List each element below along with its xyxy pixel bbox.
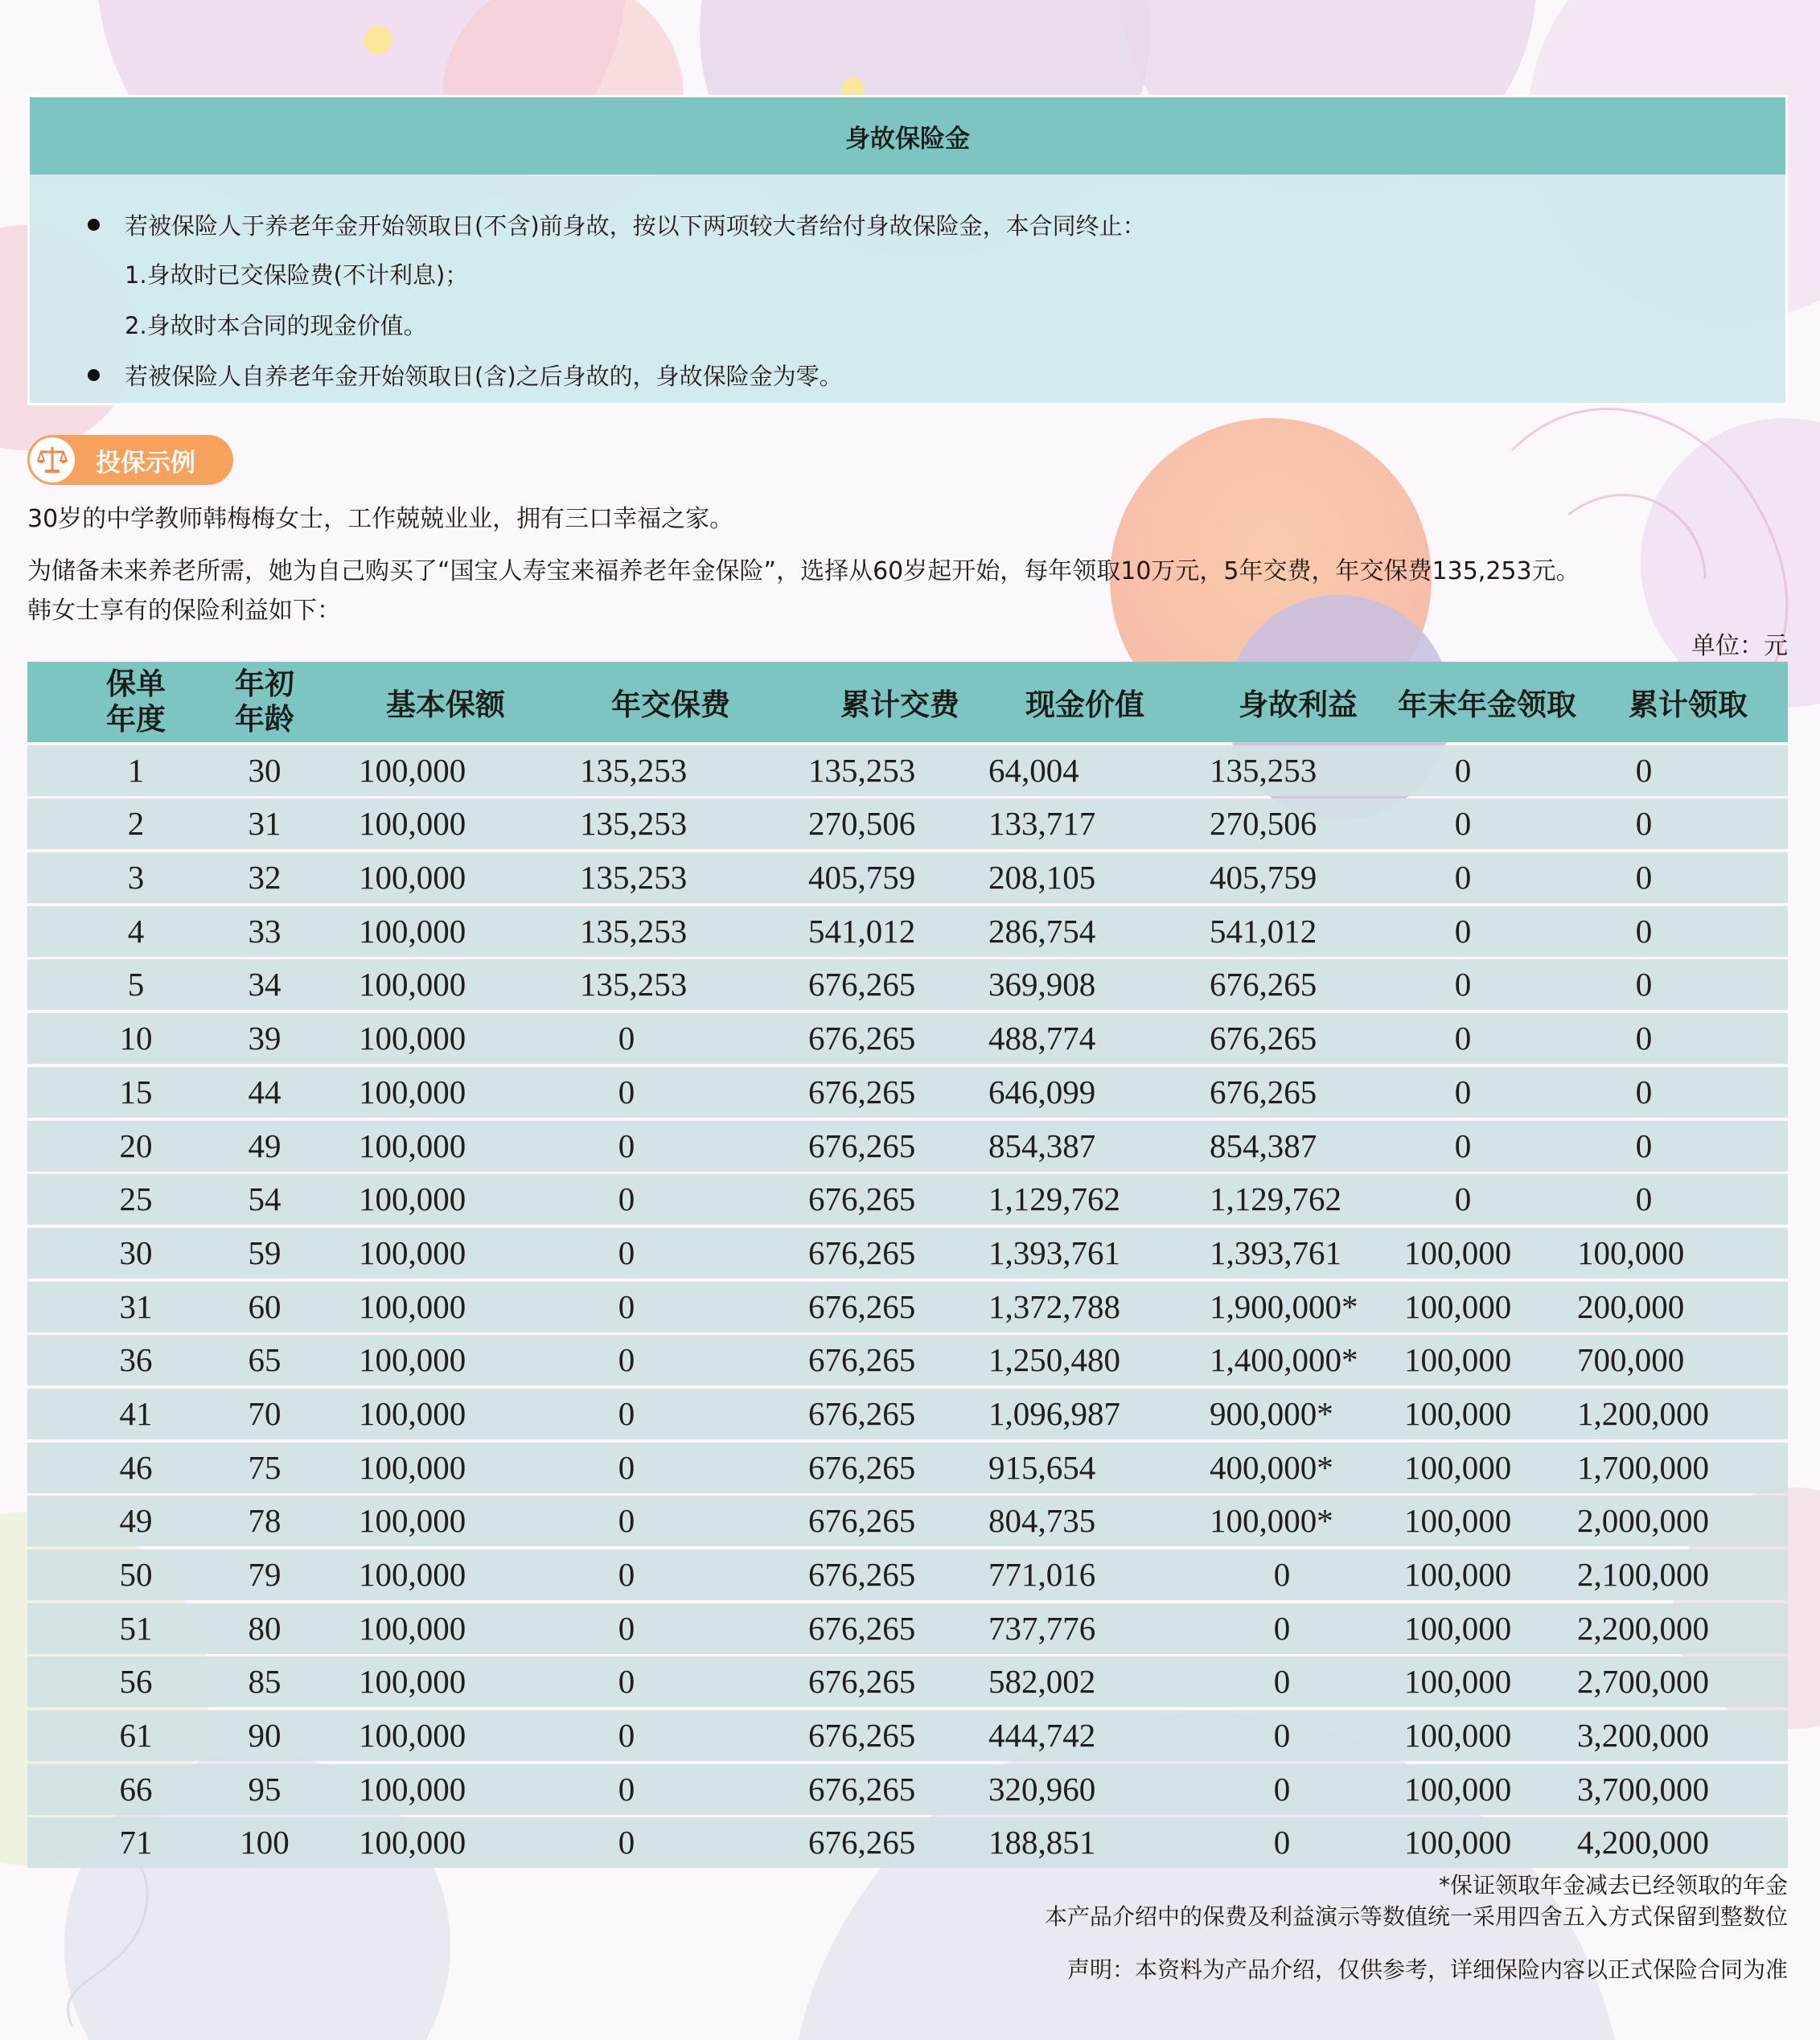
cell-annual-annuity: 0 [1454,1073,1472,1110]
cell-annual-annuity: 0 [1454,1020,1472,1057]
table-row [27,1389,1788,1439]
cell-basic-amount: 100,000 [359,1287,466,1325]
death-benefit-title: 身故保险金 [30,97,1785,174]
cell-cumulative-premium: 676,265 [808,1502,916,1540]
cell-death-benefit: 0 [1273,1609,1291,1647]
bullet-icon [88,219,100,231]
cell-annual-annuity: 0 [1454,805,1472,843]
table-row [27,798,1788,849]
table-row [27,1443,1788,1493]
cell-cumulative-annuity: 0 [1635,805,1653,843]
table-row [27,1549,1788,1600]
example-intro-line: 为储备未来养老所需，她为自己购买了“国宝人寿宝来福养老年金保险”，选择从60岁起开始，每年领取10万元，5年交费，年交保费135,253元。 [27,557,1580,585]
cell-cumulative-premium: 676,265 [808,1448,916,1486]
cell-cumulative-premium: 676,265 [808,1233,916,1271]
cell-cash-value: 1,393,761 [988,1233,1120,1271]
cell-cash-value: 771,016 [988,1556,1096,1593]
cell-annual-annuity: 100,000 [1404,1502,1512,1540]
cell-basic-amount: 100,000 [359,1394,466,1432]
cell-policy-year: 3 [127,859,145,897]
cell-annual-annuity: 100,000 [1404,1663,1512,1701]
cell-cash-value: 208,105 [988,859,1096,897]
header-cumulative-annuity: 累计领取 [1629,688,1748,722]
cell-policy-year: 56 [119,1663,153,1701]
cell-cumulative-premium: 676,265 [808,1556,916,1593]
cell-cumulative-annuity: 0 [1635,859,1653,897]
header-policy-year [72,662,200,742]
cell-cumulative-premium: 676,265 [808,1717,916,1755]
cell-policy-year: 25 [119,1180,153,1218]
cell-death-benefit: 854,387 [1210,1127,1317,1164]
cell-cumulative-annuity: 4,200,000 [1577,1824,1709,1861]
cell-death-benefit: 405,759 [1210,859,1317,897]
cell-annual-premium: 135,253 [580,966,688,1004]
cell-age: 30 [248,751,281,789]
cell-age: 100 [240,1824,290,1861]
cell-annual-premium: 135,253 [580,859,688,897]
table-row [27,852,1788,903]
cell-cash-value: 133,717 [988,805,1096,843]
table-row [27,959,1788,1010]
death-benefit-panel [27,95,1788,405]
cell-policy-year: 61 [119,1717,153,1755]
cell-death-benefit: 676,265 [1210,966,1317,1004]
cell-cumulative-premium: 135,253 [808,751,916,789]
cell-annual-premium: 0 [618,1448,635,1486]
cell-basic-amount: 100,000 [359,1717,466,1755]
death-benefit-item: 若被保险人自养老年金开始领取日(含)之后身故的，身故保险金为零。 [125,363,843,390]
cell-annual-premium: 0 [618,1556,635,1593]
header-text: 年度 [106,702,166,737]
cell-cumulative-annuity: 1,700,000 [1577,1448,1709,1486]
cell-annual-annuity: 100,000 [1404,1394,1512,1432]
cell-policy-year: 30 [119,1233,153,1271]
cell-death-benefit: 1,393,761 [1210,1233,1341,1271]
cell-annual-premium: 0 [618,1020,635,1057]
cell-age: 78 [248,1502,281,1540]
cell-cumulative-premium: 405,759 [808,859,916,897]
cell-annual-premium: 0 [618,1609,635,1647]
cell-age: 95 [248,1770,281,1808]
cell-cumulative-annuity: 0 [1635,1073,1653,1110]
cell-cash-value: 320,960 [988,1770,1096,1808]
cell-death-benefit: 0 [1273,1556,1291,1593]
cell-age: 33 [248,912,281,950]
cell-death-benefit: 0 [1273,1663,1291,1701]
cell-annual-annuity: 0 [1454,751,1472,789]
cell-cumulative-annuity: 700,000 [1577,1341,1685,1379]
cell-annual-annuity: 0 [1454,1127,1472,1164]
cell-age: 39 [248,1020,281,1057]
header-annual-premium: 年交保费 [611,688,730,722]
bullet-icon [88,369,100,381]
cell-cash-value: 64,004 [988,751,1079,789]
cell-cumulative-annuity: 3,200,000 [1577,1717,1709,1755]
table-row [27,745,1788,796]
cell-cumulative-premium: 676,265 [808,1341,916,1379]
death-benefit-subitem: 1.身故时已交保险费(不计利息)； [125,261,469,289]
cell-policy-year: 1 [127,751,145,789]
cell-cumulative-premium: 676,265 [808,1287,916,1325]
cell-annual-premium: 0 [618,1663,635,1701]
table-row [27,1817,1788,1868]
header-text: 年龄 [235,702,294,737]
cell-policy-year: 66 [119,1770,153,1808]
cell-basic-amount: 100,000 [359,859,466,897]
cell-age: 49 [248,1127,281,1164]
cell-cumulative-annuity: 0 [1635,912,1653,950]
table-row [27,906,1788,957]
cell-basic-amount: 100,000 [359,1448,466,1486]
example-badge-label: 投保示例 [96,448,195,478]
table-row [27,1656,1788,1707]
cell-annual-annuity: 100,000 [1404,1287,1512,1325]
cell-death-benefit: 0 [1273,1717,1291,1755]
table-row [27,1013,1788,1064]
cell-annual-annuity: 100,000 [1404,1824,1512,1861]
cell-cumulative-annuity: 2,200,000 [1577,1609,1709,1647]
cell-annual-annuity: 100,000 [1404,1233,1512,1271]
cell-cumulative-premium: 676,265 [808,1663,916,1701]
cell-basic-amount: 100,000 [359,1770,466,1808]
cell-cash-value: 286,754 [988,912,1096,950]
cell-cash-value: 737,776 [988,1609,1096,1647]
cell-death-benefit: 541,012 [1210,912,1317,950]
cell-annual-premium: 0 [618,1073,635,1110]
cell-cumulative-annuity: 1,200,000 [1577,1394,1709,1432]
cell-cumulative-annuity: 2,100,000 [1577,1556,1709,1593]
cell-age: 90 [248,1717,281,1755]
cell-cash-value: 488,774 [988,1020,1096,1057]
cell-death-benefit: 676,265 [1210,1020,1317,1057]
cell-annual-annuity: 100,000 [1404,1448,1512,1486]
cell-cumulative-premium: 676,265 [808,1824,916,1861]
cell-annual-premium: 0 [618,1824,635,1861]
cell-age: 44 [248,1073,281,1110]
cell-basic-amount: 100,000 [359,1127,466,1164]
cell-annual-premium: 0 [618,1502,635,1540]
header-cash-value: 现金价值 [1025,688,1144,722]
death-benefit-subitem: 2.身故时本合同的现金价值。 [125,312,427,339]
cell-death-benefit: 0 [1273,1770,1291,1808]
cell-cash-value: 1,129,762 [988,1180,1120,1218]
cell-death-benefit: 1,400,000* [1210,1341,1358,1379]
cell-cumulative-annuity: 0 [1635,751,1653,789]
cell-cumulative-premium: 676,265 [808,1770,916,1808]
cell-policy-year: 4 [127,912,145,950]
cell-basic-amount: 100,000 [359,912,466,950]
cell-annual-annuity: 0 [1454,1180,1472,1218]
table-row [27,1764,1788,1815]
cell-basic-amount: 100,000 [359,1556,466,1593]
cell-death-benefit: 270,506 [1210,805,1317,843]
cell-annual-premium: 0 [618,1287,635,1325]
footnote-disclaimer: 声明：本资料为产品介绍，仅供参考，详细保险内容以正式保险合同为准 [1066,1956,1788,1983]
header-cumulative-premium: 累计交费 [840,688,959,722]
header-death-benefit: 身故利益 [1239,688,1358,722]
cell-basic-amount: 100,000 [359,1073,466,1110]
cell-basic-amount: 100,000 [359,1180,466,1218]
cell-age: 75 [248,1448,281,1486]
cell-cumulative-premium: 541,012 [808,912,916,950]
header-annual-annuity: 年末年金领取 [1398,688,1576,722]
example-intro-line: 30岁的中学教师韩梅梅女士，工作兢兢业业，拥有三口幸福之家。 [27,505,734,533]
cell-basic-amount: 100,000 [359,1233,466,1271]
cell-death-benefit: 0 [1273,1824,1291,1861]
cell-cumulative-premium: 676,265 [808,1394,916,1432]
cell-policy-year: 20 [119,1127,153,1164]
cell-cumulative-annuity: 200,000 [1577,1287,1685,1325]
cell-cash-value: 1,372,788 [988,1287,1120,1325]
cell-cash-value: 188,851 [988,1824,1096,1861]
cell-policy-year: 41 [119,1394,153,1432]
cell-annual-annuity: 100,000 [1404,1770,1512,1808]
header-basic-amount: 基本保额 [386,688,505,722]
cell-policy-year: 10 [119,1020,153,1057]
example-badge [27,435,233,485]
table-row [27,1335,1788,1385]
cell-cash-value: 582,002 [988,1663,1096,1701]
cell-age: 80 [248,1609,281,1647]
cell-death-benefit: 1,129,762 [1210,1180,1341,1218]
cell-annual-premium: 135,253 [580,805,688,843]
cell-basic-amount: 100,000 [359,966,466,1004]
cell-death-benefit: 100,000* [1210,1502,1333,1540]
cell-basic-amount: 100,000 [359,751,466,789]
cell-cumulative-premium: 676,265 [808,1180,916,1218]
cell-cumulative-annuity: 0 [1635,1020,1653,1057]
cell-age: 32 [248,859,281,897]
cell-policy-year: 2 [127,805,145,843]
cell-cumulative-annuity: 2,000,000 [1577,1502,1709,1540]
benefit-table [27,662,1788,1868]
cell-policy-year: 46 [119,1448,153,1486]
cell-policy-year: 31 [119,1287,153,1325]
cell-cumulative-annuity: 100,000 [1577,1233,1685,1271]
cell-annual-premium: 0 [618,1341,635,1379]
header-text: 年初 [235,667,294,701]
cell-basic-amount: 100,000 [359,1663,466,1701]
header-age [200,662,329,742]
cell-age: 59 [248,1233,281,1271]
cell-basic-amount: 100,000 [359,1020,466,1057]
table-row [27,1121,1788,1172]
cell-cumulative-annuity: 0 [1635,966,1653,1004]
cell-annual-premium: 0 [618,1717,635,1755]
cell-cumulative-premium: 676,265 [808,1609,916,1647]
cell-cash-value: 915,654 [988,1448,1096,1486]
cell-policy-year: 5 [127,966,145,1004]
cell-annual-annuity: 0 [1454,859,1472,897]
cell-death-benefit: 135,253 [1210,751,1317,789]
footnote-guarantee: *保证领取年金减去已经领取的年金 [1438,1872,1788,1898]
cell-age: 70 [248,1394,281,1432]
cell-cash-value: 646,099 [988,1073,1096,1110]
cell-annual-annuity: 100,000 [1404,1609,1512,1647]
cell-annual-premium: 0 [618,1770,635,1808]
cell-age: 31 [248,805,281,843]
cell-age: 65 [248,1341,281,1379]
cell-annual-annuity: 100,000 [1404,1341,1512,1379]
cell-cash-value: 1,096,987 [988,1394,1120,1432]
cell-policy-year: 15 [119,1073,153,1110]
table-body [27,745,1788,1869]
cell-policy-year: 36 [119,1341,153,1379]
cell-basic-amount: 100,000 [359,1341,466,1379]
death-benefit-item: 若被保险人于养老年金开始领取日(不含)前身故，按以下两项较大者给付身故保险金，本合同终止： [125,212,1146,240]
table-row [27,1228,1788,1279]
cell-basic-amount: 100,000 [359,805,466,843]
table-header [27,662,1788,742]
cell-age: 79 [248,1556,281,1593]
cell-death-benefit: 1,900,000* [1210,1287,1358,1325]
cell-annual-annuity: 0 [1454,966,1472,1004]
cell-annual-annuity: 100,000 [1404,1556,1512,1593]
cell-annual-premium: 0 [618,1127,635,1164]
table-row [27,1603,1788,1654]
cell-basic-amount: 100,000 [359,1824,466,1861]
cell-age: 34 [248,966,281,1004]
cell-age: 60 [248,1287,281,1325]
cell-basic-amount: 100,000 [359,1609,466,1647]
cell-policy-year: 71 [119,1824,153,1861]
cell-age: 54 [248,1180,281,1218]
cell-cumulative-premium: 270,506 [808,805,916,843]
cell-annual-premium: 135,253 [580,912,688,950]
cell-annual-premium: 0 [618,1233,635,1271]
cell-cumulative-premium: 676,265 [808,966,916,1004]
cell-death-benefit: 400,000* [1210,1448,1333,1486]
cell-basic-amount: 100,000 [359,1502,466,1540]
unit-label: 单位：元 [1691,632,1788,660]
cell-cumulative-annuity: 2,700,000 [1577,1663,1709,1701]
table-row [27,1710,1788,1761]
table-row [27,1174,1788,1225]
cell-cumulative-annuity: 0 [1635,1180,1653,1218]
cell-annual-premium: 0 [618,1394,635,1432]
cell-cumulative-annuity: 3,700,000 [1577,1770,1709,1808]
cell-cumulative-premium: 676,265 [808,1073,916,1110]
cell-cash-value: 444,742 [988,1717,1096,1755]
cell-cumulative-premium: 676,265 [808,1020,916,1057]
cell-policy-year: 50 [119,1556,153,1593]
cell-cash-value: 854,387 [988,1127,1096,1164]
table-row [27,1496,1788,1546]
scale-icon [30,437,75,482]
cell-annual-premium: 135,253 [580,751,688,789]
cell-policy-year: 49 [119,1502,153,1540]
cell-death-benefit: 900,000* [1210,1394,1333,1432]
table-row [27,1067,1788,1118]
cell-cash-value: 369,908 [988,966,1096,1004]
footnote-rounding: 本产品介绍中的保费及利益演示等数值统一采用四舍五入方式保留到整数位 [1044,1903,1788,1930]
cell-death-benefit: 676,265 [1210,1073,1317,1110]
header-text: 保单 [106,667,166,701]
cell-annual-premium: 0 [618,1180,635,1218]
table-row [27,1282,1788,1332]
cell-age: 85 [248,1663,281,1701]
cell-cash-value: 1,250,480 [988,1341,1120,1379]
cell-annual-annuity: 0 [1454,912,1472,950]
cell-cumulative-premium: 676,265 [808,1127,916,1164]
cell-policy-year: 51 [119,1609,153,1647]
cell-cumulative-annuity: 0 [1635,1127,1653,1164]
cell-annual-annuity: 100,000 [1404,1717,1512,1755]
example-intro-line: 韩女士享有的保险利益如下： [27,597,341,625]
cell-cash-value: 804,735 [988,1502,1096,1540]
